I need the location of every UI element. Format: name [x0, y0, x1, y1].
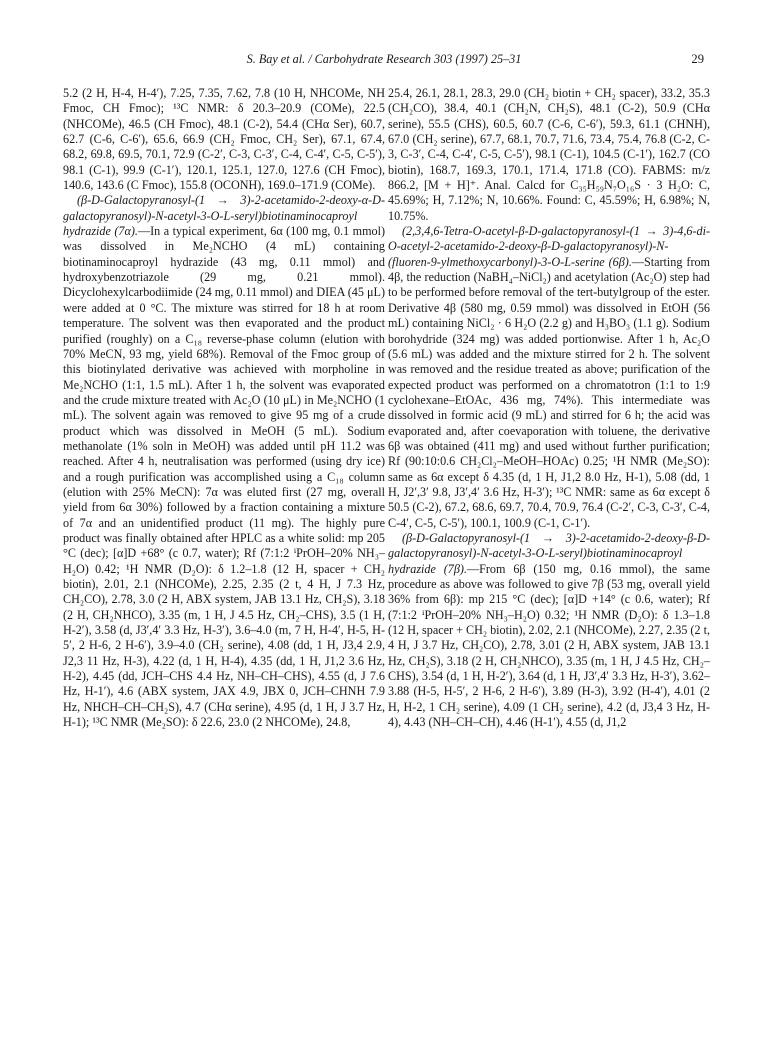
compound-6beta-title: (2,3,4,6-Tetra-O-acetyl-β-D-galactopyranosyl-(1 → 3)-4,6-di-O-acetyl-2-acetamido-2-deoxy-β-D-galactopyranosyl)-N-(fluoren-9-ylmethoxycarbonyl)-3-O-L-serine (6β).: [388, 224, 710, 269]
compound-7alpha-paragraph: [63, 193, 385, 730]
compound-6beta-paragraph: [388, 224, 710, 531]
compound-7beta-paragraph: [388, 531, 710, 730]
page-header: [0, 52, 768, 72]
page-number: 29: [691, 52, 704, 66]
compound-7beta-text: —From 6β (150 mg, 0.16 mmol), the same procedure as above was followed to give 7β (53 mg, overall yield 36% from 6β): mp 215 °C (dec); [α]D +14° (c 0.6, water); Rf (7:1:2 ⁱPrOH–20% NH₃–H₂O) 0.32; ¹H NMR (D₂O): δ 1.3–1.8 (12 H, spacer + CH₂ biotin), 2.02, 2.1 (NHCOMe), 2.27, 2.35 (2 t, 4 H, J 3.7 Hz, CH₂CO), 2.78, 3.01 (2 H, ABX system, JAB 13.1 Hz, CH₂S), 3.18 (2 H, CH₂NHCO), 3.35 (m, 1 H, J 4.5 Hz, CH₂–CHS), 3.54 (d, 1 H, H-2′), 3.64 (d, 1 H, J3′,4′ 3.3 Hz, H-3′), 3.62–3.88 (H-5, H-5′, 2 H-6, 2 H-6′), 3.89 (H-3), 3.92 (H-4′), 4.01 (2 H, H-2, 1 CH₂ serine), 4.09 (1 CH₂ serine), 4.2 (d, J3,4 3 Hz, H-4), 4.43 (NH–CH–CH), 4.46 (H-1′), 4.55 (d, J1,2: [388, 561, 711, 730]
running-head: S. Bay et al. / Carbohydrate Research 303 (1997) 25–31: [246, 52, 522, 66]
nmr-data-end: 25.4, 26.1, 28.1, 28.3, 29.0 (CH₂ biotin + CH₂ spacer), 33.2, 35.3 (CH₂CO), 38.4, 40.1 (CH₂N, CH₂S), 48.1 (C-2), 50.9 (CHα serine), 55.5 (CHS), 60.5, 60.7 (C-6, C-6′), 59.3, 61.1 (CHNH), 67.0 (CH₂ serine), 67.7, 68.1, 70.7, 71.6, 73.4, 75.4, 76.8 (C-2, C-3, C-3′, C-4, C-4′, C-5, C-5′), 98.1 (C-1), 104.5 (C-1′), 162.7 (CO biotin), 168.7, 169.3, 170.1, 171.4, 171.8 (CO). FABMS: m/z 866.2, [M + H]⁺. Anal. Calcd for C₃₅H₅₉N₇O₁₆S · 3 H₂O: C, 45.69%; H, 7.12%; N, 10.66%. Found: C, 45.59%; H, 6.98%; N, 10.75%.: [388, 86, 710, 223]
right-column: [388, 86, 710, 730]
compound-7beta-title: (β-D-Galactopyranosyl-(1 → 3)-2-acetamido-2-deoxy-β-D-galactopyranosyl)-N-acetyl-3-O-L-seryl)biotinaminocaproyl hydrazide (7β).: [388, 530, 710, 576]
compound-7alpha-title: (β-D-Galactopyranosyl-(1 → 3)-2-acetamido-2-deoxy-α-D-galactopyranosyl)-N-acetyl-3-O-L-seryl)biotinaminocaproyl hydrazide (7α).: [63, 193, 385, 239]
compound-7alpha-text: —In a typical experiment, 6α (100 mg, 0.1 mmol) was dissolved in Me₂NCHO (4 mL) containing biotinaminocaproyl hydrazide (43 mg, 0.11 mmol) and hydroxybenzotriazole (29 mg, 0.21 mmol). Dicyclohexylcarbodiimide (24 mg, 0.11 mmol) and DIEA (45 μL) were added at 0 °C. The mixture was stirred for 18 h at room temperature. The solvent was then evaporated and the product purified (roughly) on a C₁₈ reverse-phase column (elution with 70% MeCN, 93 mg, yield 68%). Removal of the Fmoc group of this biotinylated derivative was achieved with morpholine in Me₂NCHO (1:1, 1.5 mL). After 1 h, the solvent was evaporated and the crude mixture treated with Ac₂O (10 μL) in Me₂NCHO (1 mL). The solvent again was removed to give 95 mg of a crude product which was dissolved in MeOH (5 mL). Sodium methanolate (1% soln in MeOH) was added until pH 11.2 was reached. After 4 h, neutralisation was performed (using dry ice) and a rough purification was accomplished using a C₁₈ column (elution with 25% MeCN): 7α was eluted first (27 mg, overall yield from 6α 30%) followed by a fraction containing a mixture of 7α and an unidentified product (11 mg). The highly pure product was finally obtained after HPLC as a white solid: mp 205 °C (dec); [α]D +68° (c 0.7, water); Rf (7:1:2 ⁱPrOH–20% NH₃–H₂O) 0.42; ¹H NMR (D₂O): δ 1.2–1.8 (12 H, spacer + CH₂ biotin), 2.01, 2.1 (NHCOMe), 2.25, 2.35 (2 t, 4 H, J 7.3 Hz, CH₂CO), 2.78, 3.0 (2 H, ABX system, JAB 13.1 Hz, CH₂S), 3.18 (2 H, CH₂NHCO), 3.35 (m, 1 H, J 4.5 Hz, CH₂–CHS), 3.5 (1 H, H-2′), 3.58 (d, J3′,4′ 3.3 Hz, H-3′), 3.6–4.0 (m, 7 H, H-4′, H-5, H-5′, 2 H-6, 2 H-6′), 3.9–4.0 (CH₂ serine), 4.08 (dd, 1 H, J3,4 2.9, J2,3 11 Hz, H-3), 4.22 (d, 1 H, H-4), 4.35 (dd, 1 H, J1,2 3.6 Hz, H-2), 4.45 (dd, JCH–CHS 4.4 Hz, NH–CH–CHS), 4.55 (d, J 7.6 Hz, H-1′), 4.6 (ABX system, JAX 4.9, JBX 0, JCH–CHNH 7.9 Hz, NHCH–CH–CH₂S), 4.7 (CHα serine), 4.95 (d, 1 H, J 3.7 Hz, H-1); ¹³C NMR (Me₂SO): δ 22.6, 23.0 (2 NHCOMe), 24.8,: [63, 224, 386, 730]
nmr-data-continued: 5.2 (2 H, H-4, H-4′), 7.25, 7.35, 7.62, 7.8 (10 H, NHCOMe, NH Fmoc, CH Fmoc); ¹³C NMR: δ 20.3–20.9 (COMe), 22.5 (NHCOMe), 46.5 (CH Fmoc), 48.1 (C-2), 54.4 (CHα Ser), 60.7, 62.7 (C-6, C-6′), 65.6, 66.9 (CH₂ Fmoc, CH₂ Ser), 67.1, 67.4, 68.2, 69.8, 69.5, 70.1, 72.9 (C-2′, C-3, C-3′, C-4, C-4′, C-5, C-5′), 98.1 (C-1), 99.9 (C-1′), 120.1, 125.1, 127.0, 127.6 (CH Fmoc), 140.6, 143.6 (C Fmoc), 155.8 (OCONH), 169.0–171.9 (COMe).: [63, 86, 385, 193]
left-column: [63, 86, 385, 730]
compound-6beta-text: —Starting from 4β, the reduction (NaBH₄–NiCl₂) and acetylation (Ac₂O) step had to be performed before removal of the tert-butylgroup of the ester. Derivative 4β (580 mg, 0.59 mmol) was dissolved in EtOH (56 mL) containing NiCl₂ · 6 H₂O (2.2 g) and H₃BO₃ (1.1 g). Sodium borohydride (324 mg) was added portionwise. After 1 h, Ac₂O (5.6 mL) was added and the mixture stirred for 2 h. The solvent was removed and the residue treated as above; purification of the expected product was performed on a chromatotron (1:1 to 1:9 cyclohexane–EtOAc, 436 mg, 74%). This intermediate was dissolved in formic acid (9 mL) and stirred for 6 h; the acid was evaporated and, after coevaporation with toluene, the derivative 6β was obtained (411 mg) and used without further purification; Rf (90:10:0.6 CH₂Cl₂–MeOH–HOAc) 0.25; ¹H NMR (Me₂SO): same as 6α except δ 4.35 (d, 1 H, J1,2 8.0 Hz, H-1), 5.08 (dd, 1 H, J2′,3′ 9.8, J3′,4′ 3.6 Hz, H-3′); ¹³C NMR: same as 6α except δ 50.5 (C-2), 67.2, 68.6, 69.7, 70.4, 70.9, 76.4 (C-2′, C-3, C-3′, C-4, C-4′, C-5, C-5′), 100.1, 100.9 (C-1, C-1′).: [388, 254, 710, 530]
